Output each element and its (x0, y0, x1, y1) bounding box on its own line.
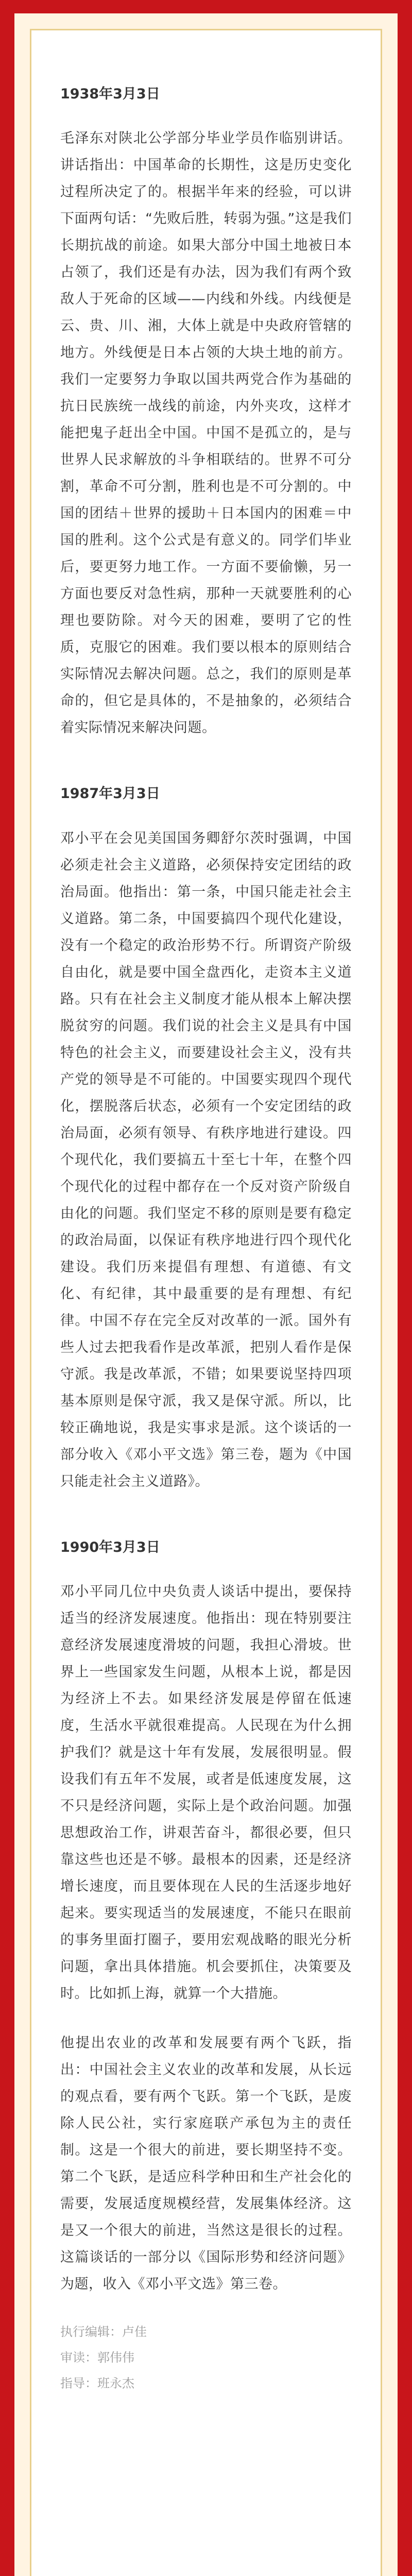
section-1938 (60, 86, 352, 741)
section-paragraph: 邓小平同几位中央负责人谈话中提出，要保持适当的经济发展速度。他指出：现在特别要注意经济发展速度滑坡的问题，我担心滑坡。世界上一些国家发生问题，从根本上说，都是因为经济上不去。如果经济发展是停留在低速度，生活水平就很难提高。人民现在为什么拥护我们？就是这十年有发展，发展很明显。假设我们有五年不发展，或者是低速度发展，这不只是经济问题，实际上是个政治问题。加强思想政治工作，讲艰苦奋斗，都很必要，但只靠这些也还是不够。最根本的因素，还是经济增长速度，而且要体现在人民的生活逐步地好起来。要实现适当的发展速度，不能只在眼前的事务里面打圈子，要用宏观战略的眼光分析问题，拿出具体措施。机会要抓住，决策要及时。比如抓上海，就算一个大措施。 (60, 1584, 352, 2002)
section-paragraph: 他提出农业的改革和发展要有两个飞跃，指出：中国社会主义农业的改革和发展，从长远的观点看，要有两个飞跃。第一个飞跃，是废除人民公社，实行家庭联产承包为主的责任制。这是一个很大的前进，要长期坚持不变。第二个飞跃，是适应科学种田和生产社会化的需要，发展适度规模经营，发展集体经济。这是又一个很大的前进，当然这是很长的过程。这篇谈话的一部分以《国际形势和经济问题》为题，收入《邓小平文选》第三卷。 (60, 2035, 352, 2293)
section-paragraph: 毛泽东对陕北公学部分毕业学员作临别讲话。讲话指出：中国革命的长期性，这是历史变化过程所决定了的。根据半年来的经验，可以讲下面两句话：“先败后胜，转弱为强。”这是我们长期抗战的前途。如果大部分中国土地被日本占领了，我们还是有办法，因为我们有两个致敌人于死命的区域——内线和外线。内线便是云、贵、川、湘，大体上就是中央政府管辖的地方。外线便是日本占领的大块土地的前方。我们一定要努力争取以国共两党合作为基础的抗日民族统一战线的前途，内外夹攻，这样才能把鬼子赶出全中国。中国不是孤立的，是与世界人民求解放的斗争相联结的。世界不可分割，革命不可分割，胜利也是不可分割的。中国的团结＋世界的援助＋日本国内的困难＝中国的胜利。这个公式是有意义的。同学们毕业后，要更努力地工作。一方面不要偷懒，另一方面也要反对急性病，那种一天就要胜利的心理也要防除。对今天的困难，要明了它的性质，克服它的困难。我们要以根本的原则结合实际情况去解决问题。总之，我们的原则是革命的，但它是具体的，不是抽象的，必须结合着实际情况来解决问题。 (60, 130, 352, 736)
page-border-frame (14, 13, 398, 2576)
section-paragraph: 邓小平在会见美国国务卿舒尔茨时强调，中国必须走社会主义道路，必须保持安定团结的政治局面。他指出：第一条，中国只能走社会主义道路。第二条，中国要搞四个现代化建设，没有一个稳定的政治形势不行。所谓资产阶级自由化，就是要中国全盘西化，走资本主义道路。只有在社会主义制度才能从根本上解决摆脱贫穷的问题。我们说的社会主义是具有中国特色的社会主义，而要建设社会主义，没有共产党的领导是不可能的。中国要实现四个现代化，摆脱落后状态，必须有一个安定团结的政治局面，必须有领导、有秩序地进行建设。四个现代化，我们要搞五十至七十年，在整个四个现代化的过程中都存在一个反对资产阶级自由化的问题。我们坚定不移的原则是要有稳定的政治局面，以保证有秩序地进行四个现代化建设。我们历来提倡有理想、有道德、有文化、有纪律，其中最重要的是有理想、有纪律。中国不存在完全反对改革的一派。国外有些人过去把我看作是改革派，把别人看作是保守派。我是改革派，不错；如果要说坚持四项基本原则是保守派，我又是保守派。所以，比较正确地说，我是实事求是派。这个谈话的一部分收入《邓小平文选》第三卷，题为《中国只能走社会主义道路》。 (60, 830, 352, 1489)
section-date: 1987年3月3日 (60, 786, 160, 802)
section-spacer (60, 741, 352, 786)
section-date: 1990年3月3日 (60, 1539, 160, 1555)
credit-supervisor: 指导：班永杰 (60, 2376, 134, 2391)
section-1987 (60, 786, 352, 1495)
section-spacer (60, 1495, 352, 1539)
section-1990 (60, 1539, 352, 2298)
section-date: 1938年3月3日 (60, 86, 160, 102)
credit-reviewer: 审读：郭伟伟 (60, 2350, 134, 2365)
credits-block (60, 2321, 352, 2394)
article-panel (30, 29, 382, 2576)
credit-editor: 执行编辑：卢佳 (60, 2325, 147, 2340)
article-content (31, 30, 381, 2394)
